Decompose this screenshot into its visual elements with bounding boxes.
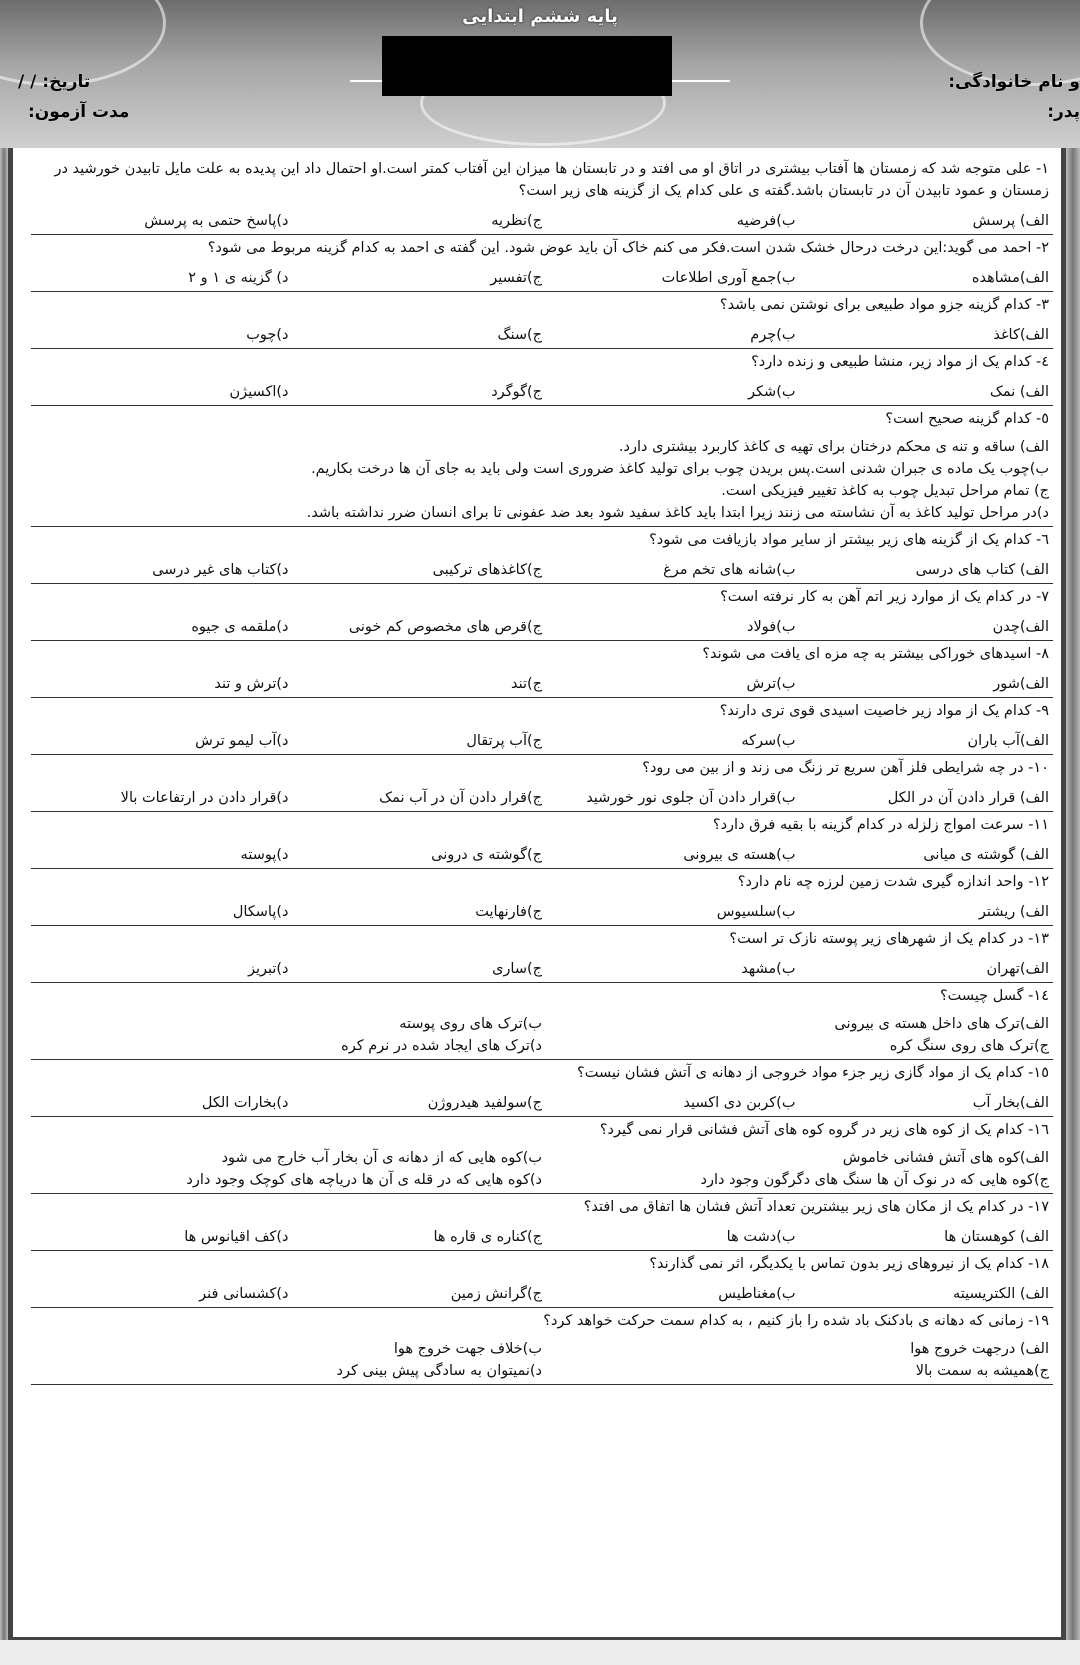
option: الف) نمک: [989, 384, 1049, 400]
statement: د)در مراحل تولید کاغذ به آن نشاسته می زنند زیرا ابتدا باید کاغذ سفید شود بعد ضد عفونی تا برای انسان ضرر نداشته باشد.: [306, 505, 1049, 521]
option: الف)چدن: [992, 619, 1049, 635]
option: ب)دشت ها: [726, 1229, 796, 1245]
option: ج)نظریه: [491, 213, 542, 229]
question-text: ٥- کدام گزینه صحیح است؟: [885, 411, 1049, 427]
option: ب)مشهد: [741, 961, 796, 977]
option: د) گزینه ی ۱ و ۲: [188, 270, 289, 286]
options-row: [35, 844, 1049, 866]
option: ج)قرص های مخصوص کم خونی: [348, 619, 542, 635]
date-value: / /: [18, 72, 37, 92]
options-row: [35, 1226, 1049, 1248]
question-item: [31, 641, 1053, 698]
option: د)نمیتوان به سادگی پیش بینی کرد: [336, 1363, 542, 1379]
option: ج)تفسیر: [490, 270, 542, 286]
option: ج)همیشه به سمت بالا: [915, 1363, 1049, 1379]
option: ب)ترک های روی پوسته: [399, 1016, 542, 1032]
option: الف) کتاب های درسی: [915, 562, 1049, 578]
question-item: [31, 349, 1053, 406]
option: ب)جمع آوری اطلاعات: [661, 270, 796, 286]
options-grid: [35, 1338, 1049, 1382]
option: ب)سرکه: [741, 733, 796, 749]
option: ب)قرار دادن آن جلوی نور خورشید: [586, 790, 796, 806]
option: ج)کاغذهای ترکیبی: [432, 562, 542, 578]
options-row: [35, 730, 1049, 752]
option: ج)آب پرتقال: [466, 733, 542, 749]
question-item: [31, 755, 1053, 812]
option: الف)شور: [993, 676, 1049, 692]
option: الف) الکتریسیته: [952, 1286, 1049, 1302]
question-text: ۹- کدام یک از مواد زیر خاصیت اسیدی قوی تری دارند؟: [719, 703, 1049, 719]
question-text: ۱٦- کدام یک از کوه های زیر در گروه کوه های آتش فشانی قرار نمی گیرد؟: [599, 1122, 1049, 1138]
option: د)ملقمه ی جیوه: [191, 619, 289, 635]
question-text: ۸- اسیدهای خوراکی بیشتر به چه مزه ای یافت می شوند؟: [702, 646, 1049, 662]
option: ج)فارنهایت: [475, 904, 542, 920]
option: د)تبریز: [247, 961, 289, 977]
option: الف)ترک های داخل هسته ی بیرونی: [834, 1016, 1049, 1032]
bottom-bar: [0, 1640, 1080, 1665]
option: ب)فرضیه: [736, 213, 796, 229]
question-text: ۱٥- کدام یک از مواد گازی زیر جزء مواد خروجی از دهانه ی آتش فشان نیست؟: [577, 1065, 1049, 1081]
question-item: [31, 292, 1053, 349]
options-row: [35, 616, 1049, 638]
question-item: [31, 1251, 1053, 1308]
question-text: ۱۱- سرعت امواج زلزله در کدام گزینه با بقیه فرق دارد؟: [712, 817, 1049, 833]
option: الف) ریشتر: [978, 904, 1049, 920]
options-row: [35, 1092, 1049, 1114]
name-label: و نام خانوادگی:: [948, 72, 1080, 92]
question-text: ۷- در کدام یک از موارد زیر اتم آهن به کار نرفته است؟: [720, 589, 1049, 605]
question-list: [31, 156, 1053, 1385]
option: د)کتاب های غیر درسی: [152, 562, 289, 578]
option: د)آب لیمو ترش: [195, 733, 289, 749]
option: الف)آب باران: [967, 733, 1049, 749]
statement: ب)چوب یک ماده ی جبران شدنی است.پس بریدن چوب برای تولید کاغذ ضروری است ولی باید به جای آن ها درخت بکاریم.: [311, 461, 1049, 477]
option: الف)کوه های آتش فشانی خاموش: [842, 1150, 1049, 1166]
option: د)ترش و تند: [214, 676, 289, 692]
question-item: [31, 926, 1053, 983]
right-border: [1066, 148, 1080, 1648]
option: د)پاسخ حتمی به پرسش: [144, 213, 289, 229]
option: ج)قرار دادن آن در آب نمک: [379, 790, 542, 806]
options-row: [35, 559, 1049, 581]
question-item: [31, 1194, 1053, 1251]
question-text: ۱- علی متوجه شد که زمستان ها آفتاب بیشتری در اتاق او می افتد و در تابستان ها میزان این آفتاب کمتر است.او احتمال داد این پدیده به علت مایل تابیدن خورشید در زمستان و عمود تابیدن آن در تابستان باشد.گفته ی علی کدام یک از گزینه های زیر است؟: [54, 161, 1049, 199]
option: ج)سنگ: [497, 327, 542, 343]
options-row: [35, 958, 1049, 980]
question-item: [31, 698, 1053, 755]
options-row: [35, 210, 1049, 232]
option: د)پاسکال: [232, 904, 289, 920]
question-item: [31, 1308, 1053, 1385]
question-text: ٦- کدام یک از گزینه های زیر بیشتر از سایر مواد بازیافت می شود؟: [649, 532, 1049, 548]
question-text: ۱۳- در کدام یک از شهرهای زیر پوسته نازک تر است؟: [729, 931, 1049, 947]
option: الف) درجهت خروج هوا: [910, 1341, 1049, 1357]
question-text: ۱۲- واحد اندازه گیری شدت زمین لرزه چه نام دارد؟: [737, 874, 1049, 890]
option: الف)کاغذ: [993, 327, 1049, 343]
options-row: [35, 381, 1049, 403]
father-label: پدر:: [1047, 102, 1080, 122]
question-text: ۱۰- در چه شرایطی فلز آهن سریع تر زنگ می زند و از بین می رود؟: [642, 760, 1049, 776]
option: الف) گوشته ی میانی: [923, 847, 1049, 863]
option: د)کوه هایی که در قله ی آن ها دریاچه های کوچک وجود دارد: [186, 1172, 542, 1188]
date-field: [18, 72, 90, 92]
option: ج)ساری: [492, 961, 542, 977]
option: ب)شانه های تخم مرغ: [663, 562, 796, 578]
options-row: [35, 673, 1049, 695]
option: د)پوسته: [240, 847, 289, 863]
option: ج)گوشته ی درونی: [431, 847, 542, 863]
question-item: [31, 156, 1053, 235]
options-row: [35, 324, 1049, 346]
option: الف) پرسش: [972, 213, 1049, 229]
options-row: [35, 267, 1049, 289]
question-text: ١٤- گسل چیست؟: [939, 988, 1049, 1004]
left-border: [0, 148, 8, 1648]
option: ج)کوه هایی که در نوک آن ها سنگ های دگرگون وجود دارد: [700, 1172, 1049, 1188]
options-row: [35, 787, 1049, 809]
option: د)چوب: [246, 327, 289, 343]
options-row: [35, 1283, 1049, 1305]
option: د)کف اقیانوس ها: [184, 1229, 289, 1245]
option: ب)هسته ی بیرونی: [683, 847, 796, 863]
option: ب)مغناطیس: [718, 1286, 796, 1302]
exam-header: [0, 0, 1080, 148]
option: ج)تند: [510, 676, 542, 692]
option: ج)سولفید هیدروژن: [427, 1095, 542, 1111]
statement: ج) تمام مراحل تبدیل چوب به کاغذ تغییر فیزیکی است.: [721, 483, 1049, 499]
question-text: ٤- کدام یک از مواد زیر، منشا طبیعی و زنده دارد؟: [751, 354, 1049, 370]
question-text: ۱۷- در کدام یک از مکان های زیر بیشترین تعداد آتش فشان ها اتفاق می افتد؟: [583, 1199, 1049, 1215]
option: ب)شکر: [748, 384, 796, 400]
option: الف)مشاهده: [971, 270, 1049, 286]
question-text: ۲- احمد می گوید:این درخت درحال خشک شدن است.فکر می کنم خاک آن باید عوض شود. این گفته ی احمد به کدام گزینه مربوط می شود؟: [207, 240, 1049, 256]
option: ب)ترش: [746, 676, 796, 692]
question-item: [31, 1117, 1053, 1194]
option: ج)ترک های روی سنگ کره: [889, 1038, 1049, 1054]
option: الف) کوهستان ها: [944, 1229, 1049, 1245]
options-grid: [35, 1013, 1049, 1057]
question-item: [31, 584, 1053, 641]
option: ج)گرانش زمین: [450, 1286, 542, 1302]
option: د)قرار دادن در ارتفاعات بالا: [120, 790, 289, 806]
date-label: تاریخ:: [42, 72, 91, 92]
option: ب)کربن دی اکسید: [683, 1095, 796, 1111]
option: ب)چرم: [750, 327, 796, 343]
option: الف)تهران: [986, 961, 1049, 977]
option: د)ترک های ایجاد شده در نرم کره: [341, 1038, 542, 1054]
duration-label: مدت آزمون:: [28, 102, 130, 122]
question-item: [31, 1060, 1053, 1117]
option: د)اکسیژن: [229, 384, 289, 400]
options-row: [35, 901, 1049, 923]
question-item: [31, 812, 1053, 869]
option: الف) قرار دادن آن در الکل: [887, 790, 1049, 806]
question-text: ۱۹- زمانی که دهانه ی بادکنک باد شده را باز کنیم ، به کدام سمت حرکت خواهد کرد؟: [543, 1313, 1049, 1329]
grade-title: پایه ششم ابتدایی: [462, 6, 618, 27]
option: ب)سلسیوس: [716, 904, 796, 920]
option: ب)خلاف جهت خروج هوا: [393, 1341, 542, 1357]
redacted-block: [382, 36, 672, 96]
option: ب)کوه هایی که از دهانه ی آن بخار آب خارج می شود: [221, 1150, 542, 1166]
statements: [35, 436, 1049, 524]
question-text: ۱۸- کدام یک از نیروهای زیر بدون تماس با یکدیگر، اثر نمی گذارند؟: [649, 1256, 1049, 1272]
option: ب)فولاد: [747, 619, 796, 635]
question-item: [31, 406, 1053, 527]
question-item: [31, 869, 1053, 926]
questions-frame: [8, 148, 1066, 1640]
option: د)کشسانی فنر: [199, 1286, 289, 1302]
option: الف)بخار آب: [972, 1095, 1049, 1111]
option: ج)کناره ی قاره ها: [433, 1229, 542, 1245]
options-grid: [35, 1147, 1049, 1191]
question-text: ۳- کدام گزینه جزو مواد طبیعی برای نوشتن نمی باشد؟: [719, 297, 1049, 313]
question-item: [31, 235, 1053, 292]
option: د)بخارات الکل: [201, 1095, 289, 1111]
question-item: [31, 527, 1053, 584]
statement: الف) ساقه و تنه ی محکم درختان برای تهیه ی کاغذ کاربرد بیشتری دارد.: [618, 439, 1049, 455]
question-item: [31, 983, 1053, 1060]
option: ج)گوگرد: [491, 384, 542, 400]
